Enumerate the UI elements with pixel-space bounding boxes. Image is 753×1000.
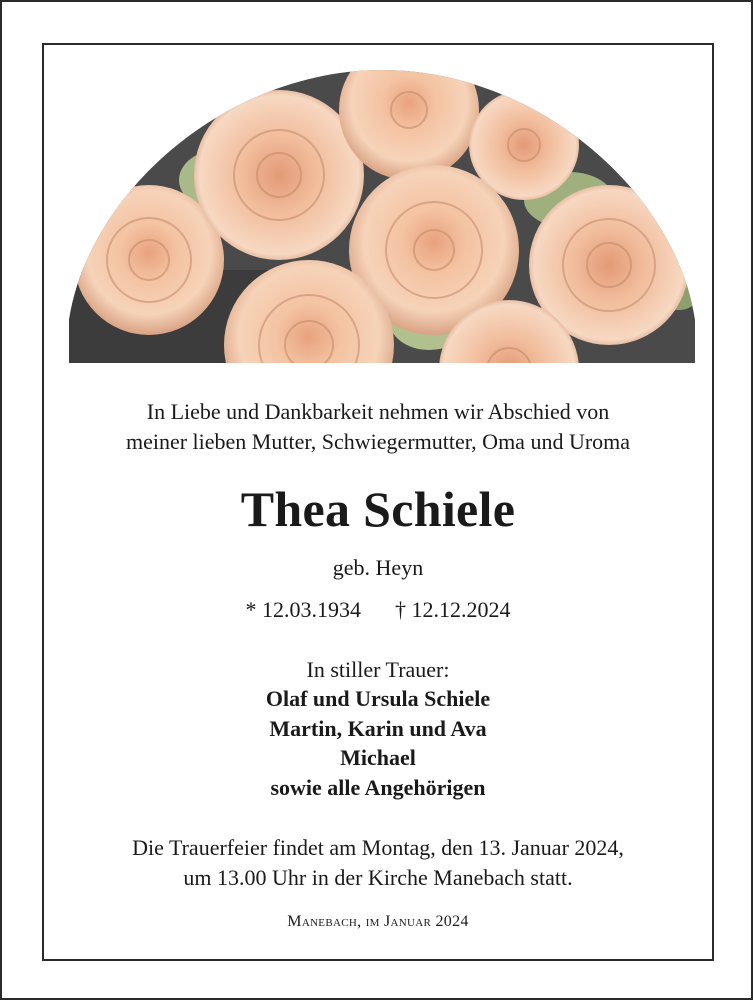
- intro-line: In Liebe und Dankbarkeit nehmen wir Abschied von: [146, 399, 610, 424]
- mourner-entry: sowie alle Angehörigen: [270, 774, 486, 800]
- service-line: Die Trauerfeier findet am Montag, den 13. Januar 2024,: [132, 835, 624, 860]
- service-line: um 13.00 Uhr in der Kirche Manebach statt.: [183, 865, 573, 890]
- mourner-entry: Michael: [340, 745, 416, 770]
- birth-date: * 12.03.1934: [245, 597, 361, 622]
- intro-line: meiner lieben Mutter, Schwiegermutter, Oma und Uroma: [125, 429, 631, 454]
- service-info: [44, 833, 712, 893]
- maiden-name: geb. Heyn: [332, 555, 424, 580]
- notice-border: [42, 43, 714, 961]
- deceased-name: Thea Schiele: [240, 481, 516, 537]
- place-date: Manebach, im Januar 2024: [287, 913, 469, 930]
- roses-photo: [69, 70, 695, 363]
- intro-text: [44, 397, 712, 457]
- life-dates: [44, 596, 712, 624]
- rose-cluster: [74, 70, 689, 363]
- mourners-list: [44, 684, 712, 802]
- mourner-entry: Martin, Karin und Ava: [269, 715, 487, 741]
- mourner-entry: Olaf und Ursula Schiele: [265, 686, 491, 711]
- death-date: † 12.12.2024: [395, 597, 511, 622]
- mourning-lead: In stiller Trauer:: [306, 657, 450, 682]
